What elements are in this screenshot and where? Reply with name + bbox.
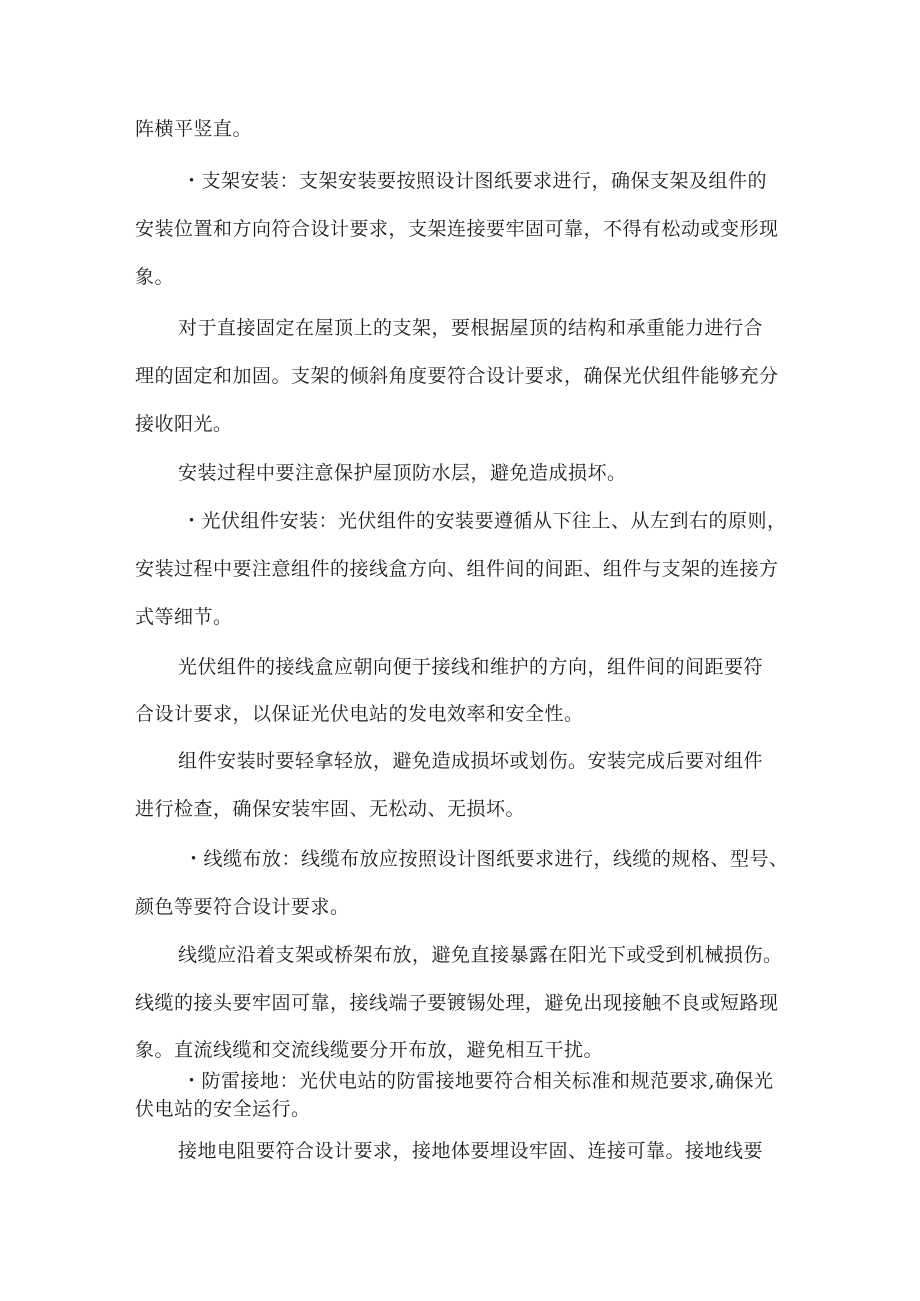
- text-line: 进行检查，确保安装牢固、无松动、无损坏。: [135, 798, 526, 820]
- text-line: 象。直流线缆和交流线缆要分开布放，避免相互干扰。: [135, 1039, 604, 1061]
- text-line: 线缆的接头要牢固可靠，接线端子要镀锡处理，避免出现接触不良或短路现: [135, 992, 779, 1014]
- text-line: 伏电站的安全运行。: [135, 1098, 311, 1120]
- text-line: 象。: [135, 266, 175, 288]
- text-line: 式等细节。: [135, 606, 233, 628]
- bullet-bracket-installation: ・支架安装：支架安装要按照设计图纸要求进行，确保支架及组件的: [182, 170, 768, 192]
- paragraph-start: 安装过程中要注意保护屋顶防水层，避免造成损坏。: [178, 462, 627, 484]
- bullet-lightning-grounding: ・防雷接地：光伏电站的防雷接地要符合相关标准和规范要求,确保光: [182, 1070, 774, 1092]
- text-line: 安装过程中要注意组件的接线盒方向、组件间的间距、组件与支架的连接方: [135, 558, 779, 580]
- paragraph-start: 接地电阻要符合设计要求，接地体要埋设牢固、连接可靠。接地线要: [178, 1140, 764, 1162]
- bullet-cable-laying: ・线缆布放：线缆布放应按照设计图纸要求进行，线缆的规格、型号、: [184, 848, 789, 870]
- text-line: 颜色等要符合设计要求。: [135, 896, 350, 918]
- text-line: 阵横平竖直。: [135, 118, 253, 140]
- paragraph-start: 对于直接固定在屋顶上的支架，要根据屋顶的结构和承重能力进行合: [178, 317, 764, 339]
- text-line: 安装位置和方向符合设计要求，支架连接要牢固可靠，不得有松动或变形现: [135, 218, 779, 240]
- paragraph-start: 线缆应沿着支架或桥架布放，避免直接暴露在阳光下或受到机械损伤。: [178, 944, 783, 966]
- text-line: 合设计要求，以保证光伏电站的发电效率和安全性。: [135, 703, 584, 725]
- text-line: 理的固定和加固。支架的倾斜角度要符合设计要求，确保光伏组件能够充分: [135, 365, 779, 387]
- paragraph-start: 光伏组件的接线盒应朝向便于接线和维护的方向，组件间的间距要符: [178, 656, 764, 678]
- paragraph-start: 组件安装时要轻拿轻放，避免造成损坏或划伤。安装完成后要对组件: [178, 750, 764, 772]
- bullet-module-installation: ・光伏组件安装：光伏组件的安装要遵循从下往上、从左到右的原则，: [182, 510, 787, 532]
- text-line: 接收阳光。: [135, 413, 233, 435]
